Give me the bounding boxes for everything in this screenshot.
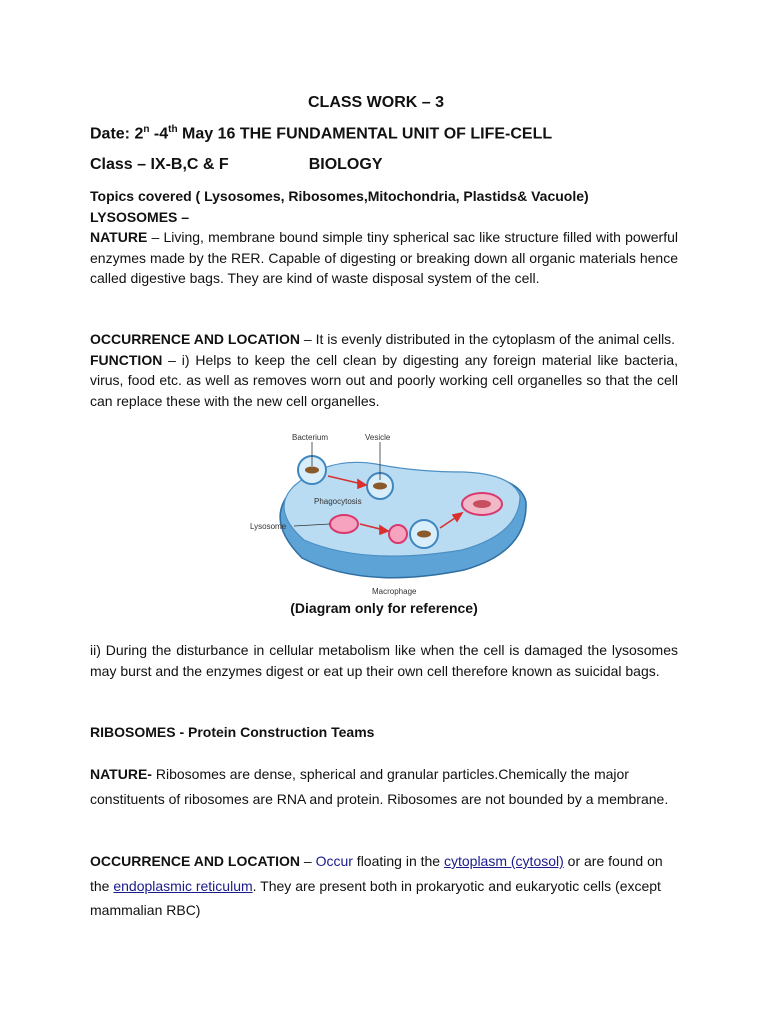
occ-floating: floating in the xyxy=(352,853,444,869)
ribosome-nature-text: Ribosomes are dense, spherical and granular particles.Chemically the major constituents of ribosomes are RNA and protein. Ribosomes are not bounded by a membrane. xyxy=(90,766,669,807)
lysosomes-nature xyxy=(90,227,678,289)
endoplasmic-reticulum-link[interactable]: endoplasmic reticulum xyxy=(113,877,253,894)
fusing-lysosome xyxy=(389,525,407,543)
function-text: – i) Helps to keep the cell clean by digesting any foreign material like bacteria, virus, food etc. as well as removes worn out and poorly working cell organelles so that the cell can replace these with the new cell organelles. xyxy=(90,351,678,409)
occ-end: . They are present both in prokaryotic and eukaryotic cells (except mammalian RBC) xyxy=(90,877,661,918)
class-label: Class – IX-B,C & F xyxy=(90,156,229,173)
topics-covered: Topics covered ( Lysosomes, Ribosomes,Mitochondria, Plastids& Vacuole) xyxy=(90,188,589,204)
date-prefix: Date: 2 xyxy=(90,125,144,143)
macrophage-illustration xyxy=(244,430,534,598)
occurrence-label: OCCURRENCE AND LOCATION xyxy=(90,331,300,347)
ribosomes-nature xyxy=(90,762,678,811)
lysosomes-heading: LYSOSOMES – xyxy=(90,208,190,225)
occur-link[interactable]: Occur xyxy=(315,853,353,869)
date-mid: -4 xyxy=(149,125,169,143)
diagram-caption: (Diagram only for reference) xyxy=(290,600,478,616)
ribosome-nature-label: NATURE- xyxy=(90,766,152,782)
subject-label: BIOLOGY xyxy=(308,156,383,173)
label-phagocytosis: Phagocytosis xyxy=(314,497,362,506)
nature-label: NATURE xyxy=(90,229,148,246)
label-macrophage: Macrophage xyxy=(372,587,417,596)
class-line xyxy=(90,156,382,174)
date-line xyxy=(90,124,552,143)
occ-or-are: or are found on the xyxy=(90,853,663,894)
label-lysosome: Lysosome xyxy=(250,522,287,531)
lysosomes-function xyxy=(90,350,678,412)
page-title: CLASS WORK – 3 xyxy=(308,94,445,111)
label-vesicle: Vesicle xyxy=(365,433,391,442)
nature-text: – Living, membrane bound simple tiny spherical sac like structure filled with powerful enzymes made by the RER. Capable of digesting or breaking down all organic materials hence called digestive bags. They are kind of waste disposal system of the cell. xyxy=(90,229,678,287)
lysosomes-occurrence-section xyxy=(90,329,678,411)
occurrence-text: – It is evenly distributed in the cytoplasm of the animal cells. xyxy=(300,331,676,347)
bacterium xyxy=(305,467,319,474)
occ-dash: – xyxy=(300,853,316,869)
topics-section xyxy=(90,186,678,289)
phagolysosome-content xyxy=(417,531,431,538)
lysosome-shape xyxy=(330,515,358,533)
ribosomes-occurrence xyxy=(90,849,678,923)
lysosomes-function-ii: ii) During the disturbance in cellular metabolism like when the cell is damaged the lysosomes may burst and the enzymes digest or eat up their own cell therefore known as suicidal bags. xyxy=(90,642,678,679)
date-suffix: May 16 THE FUNDAMENTAL UNIT OF LIFE-CELL xyxy=(177,125,553,143)
cytoplasm-link[interactable]: cytoplasm (cytosol) xyxy=(443,853,564,869)
ribosomes-heading: RIBOSOMES - Protein Construction Teams xyxy=(90,724,375,740)
lysosomes-occurrence xyxy=(90,329,678,350)
function-label: FUNCTION xyxy=(90,351,163,368)
label-bacterium: Bacterium xyxy=(292,433,329,442)
ribosome-occurrence-label: OCCURRENCE AND LOCATION xyxy=(90,853,300,869)
residual-content xyxy=(473,500,491,508)
vesicle-content xyxy=(373,483,387,490)
lysosome-diagram xyxy=(244,430,534,598)
date-sup-1: n xyxy=(143,124,150,135)
date-sup-2: th xyxy=(168,124,178,135)
